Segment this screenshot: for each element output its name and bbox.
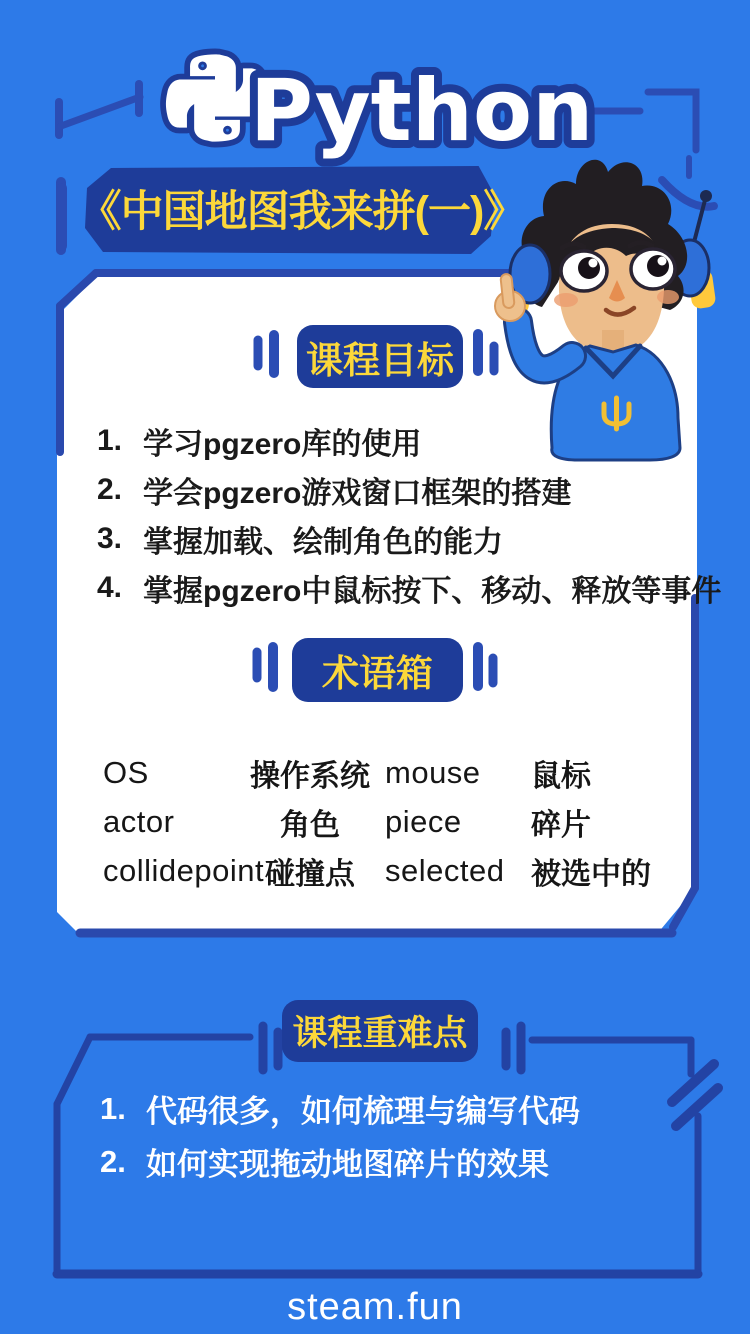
term-en: piece	[385, 803, 462, 839]
objective-item: 4. 掌握pgzero中鼠标按下、移动、释放等事件	[97, 570, 722, 608]
objectives-list	[97, 416, 721, 612]
term-en: actor	[103, 803, 175, 839]
term-zh: 操作系统	[250, 759, 370, 793]
terms-table	[103, 748, 673, 895]
objective-item: 2. 学会pgzero游戏窗口框架的搭建	[97, 472, 572, 510]
right-blush	[657, 290, 679, 304]
term-zh: 鼠标	[531, 759, 591, 793]
term-zh: 碰撞点	[265, 857, 355, 891]
terms-badge: 术语箱	[292, 638, 463, 702]
keypoints-badge: 课程重难点	[282, 1000, 478, 1062]
term-zh: 角色	[280, 808, 340, 842]
objective-item: 1. 学习pgzero库的使用	[97, 423, 422, 461]
objectives-badge: 课程目标	[297, 325, 463, 388]
term-en: OS	[103, 754, 149, 790]
keypoint-item: 1. 代码很多，如何梳理与编写代码	[100, 1090, 580, 1129]
term-en: collidepoint	[103, 852, 265, 888]
objective-item: 3. 掌握加载、绘制角色的能力	[97, 521, 503, 559]
left-blush	[554, 293, 578, 307]
term-en: mouse	[385, 754, 481, 790]
keypoint-item: 2. 如何实现拖动地图碎片的效果	[100, 1143, 549, 1182]
term-zh: 被选中的	[531, 857, 651, 891]
pointing-finger	[500, 274, 514, 309]
keypoints-list	[100, 1082, 580, 1188]
course-title: 《中国地图我来拼(一)》	[78, 188, 526, 236]
term-zh: 碎片	[531, 808, 591, 842]
term-en: selected	[385, 852, 505, 888]
site-footer: steam.fun	[287, 1286, 463, 1328]
brand-title: Python	[250, 61, 594, 161]
brand-title-svg	[246, 36, 626, 174]
